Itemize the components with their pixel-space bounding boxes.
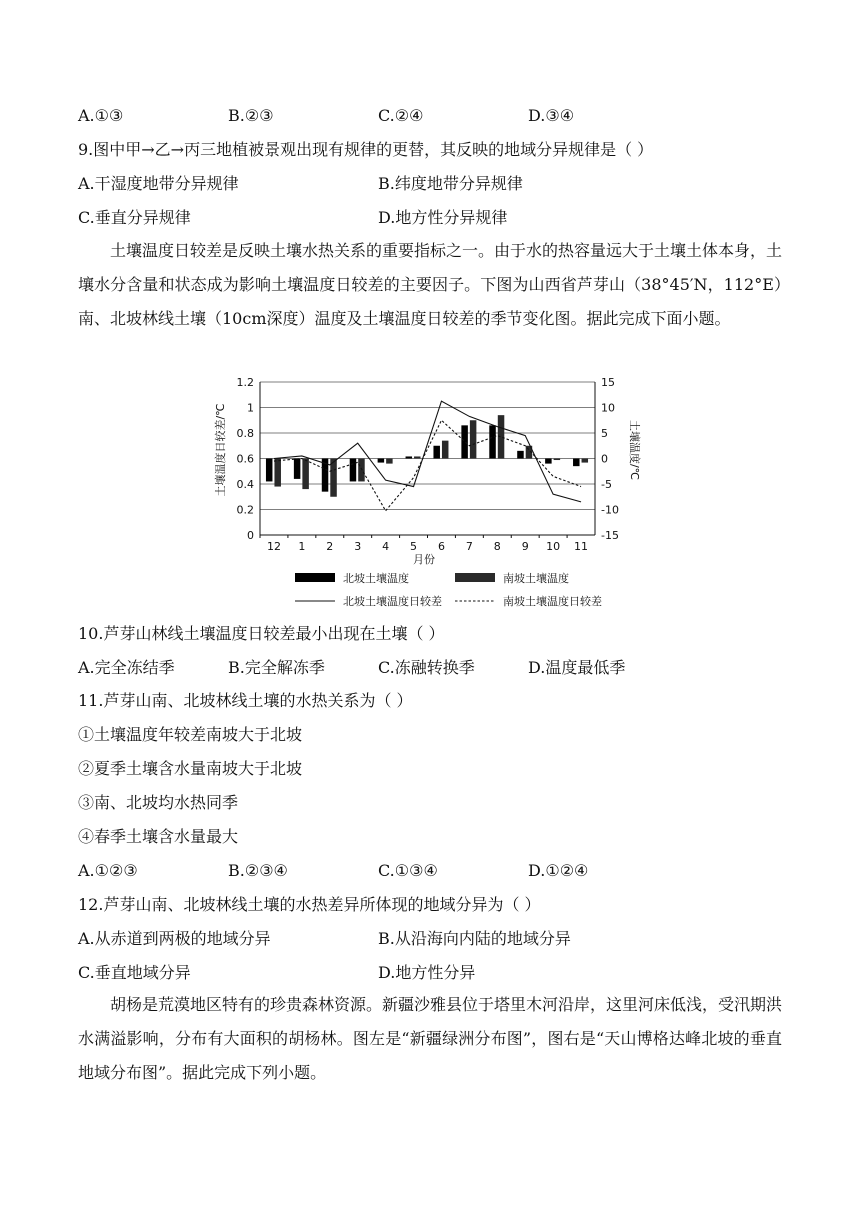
legend-label: 北坡土壤温度日较差 bbox=[343, 595, 442, 608]
north-slope-range-line bbox=[274, 401, 581, 502]
q10-option-b: B.完全解冻季 bbox=[228, 658, 325, 677]
q8-options bbox=[0, 106, 860, 126]
x-tick-label: 10 bbox=[546, 540, 561, 553]
south-slope-temp-bar bbox=[470, 420, 477, 458]
north-slope-temp-bar bbox=[545, 459, 552, 464]
y-left-tick-label: 0.4 bbox=[236, 478, 254, 491]
q9-option-b: B.纬度地带分异规律 bbox=[378, 174, 523, 193]
q8-option-d: D.③④ bbox=[528, 106, 575, 125]
south-slope-temp-bar bbox=[302, 459, 309, 490]
y-right-tick-label: -10 bbox=[601, 503, 619, 517]
south-slope-temp-bar bbox=[442, 441, 449, 459]
y-left-tick-label: 0 bbox=[247, 529, 254, 542]
south-slope-range-line bbox=[274, 420, 581, 511]
chart-bars bbox=[266, 415, 588, 497]
y-right-tick-label: 10 bbox=[601, 401, 615, 415]
q11-stem: 11.芦芽山南、北坡林线土壤的水热关系为（ ） bbox=[78, 691, 413, 710]
q12-option-d: D.地方性分异 bbox=[378, 963, 476, 982]
x-tick-label: 3 bbox=[354, 540, 362, 553]
q11-option-a: A.①②③ bbox=[78, 861, 138, 880]
q11-item-1: ①土壤温度年较差南坡大于北坡 bbox=[78, 725, 303, 744]
x-tick-label: 1 bbox=[298, 540, 306, 553]
north-slope-temp-bar bbox=[378, 459, 385, 463]
q11-item-4: ④春季土壤含水量最大 bbox=[78, 827, 239, 846]
north-slope-temp-bar bbox=[266, 459, 272, 482]
x-tick-label: 2 bbox=[326, 540, 334, 553]
x-tick-label: 5 bbox=[410, 540, 418, 553]
q8-option-b: B.②③ bbox=[228, 106, 274, 125]
north-slope-temp-bar bbox=[294, 459, 301, 479]
x-tick-label: 7 bbox=[465, 540, 473, 553]
q12-option-a: A.从赤道到两极的地域分异 bbox=[78, 929, 271, 948]
y-right-tick-label: -5 bbox=[601, 478, 612, 491]
q12-option-b: B.从沿海向内陆的地域分异 bbox=[378, 929, 571, 948]
q11-option-b: B.②③④ bbox=[228, 861, 288, 880]
x-tick-label: 9 bbox=[521, 540, 529, 553]
q10-option-d: D.温度最低季 bbox=[528, 658, 626, 677]
x-tick-label: 11 bbox=[574, 540, 589, 553]
legend-label: 北坡土壤温度 bbox=[343, 572, 409, 585]
y-right-tick-label: -15 bbox=[601, 529, 619, 542]
x-tick-label: 12 bbox=[266, 540, 281, 553]
legend-swatch bbox=[455, 573, 495, 582]
q10-option-a: A.完全冻结季 bbox=[78, 658, 175, 677]
q10-stem: 10.芦芽山林线土壤温度日较差最小出现在土壤（ ） bbox=[78, 624, 445, 643]
north-slope-temp-bar bbox=[489, 425, 496, 458]
y-left-tick-label: 1.2 bbox=[236, 376, 254, 389]
q9-stem: 9.图中甲→乙→丙三地植被景观出现有规律的更替，其反映的地域分异规律是（ ） bbox=[78, 140, 654, 159]
north-slope-temp-bar bbox=[517, 451, 524, 459]
y-left-tick-label: 0.8 bbox=[236, 427, 254, 440]
y-left-tick-label: 1 bbox=[247, 401, 254, 415]
q8-option-c: C.②④ bbox=[378, 106, 424, 125]
q9-option-c: C.垂直分异规律 bbox=[78, 208, 191, 227]
q11-option-d: D.①②④ bbox=[528, 861, 589, 880]
x-tick-label: 4 bbox=[382, 540, 390, 553]
y-left-tick-label: 0.6 bbox=[236, 452, 254, 466]
chart-axes bbox=[260, 382, 595, 538]
x-axis-label: 月份 bbox=[413, 553, 435, 566]
q10-option-c: C.冻融转换季 bbox=[378, 658, 475, 677]
chart-ticks bbox=[237, 376, 619, 553]
north-slope-temp-bar bbox=[433, 446, 440, 459]
south-slope-temp-bar bbox=[498, 415, 505, 458]
q12-stem: 12.芦芽山南、北坡林线土壤的水热差异所体现的地域分异为（ ） bbox=[78, 895, 541, 914]
q11-option-c: C.①③④ bbox=[378, 861, 438, 880]
y-axis-right-label: 土壤温度/℃ bbox=[628, 419, 641, 481]
y-right-tick-label: 15 bbox=[601, 376, 615, 389]
south-slope-temp-bar bbox=[386, 459, 393, 464]
legend-swatch bbox=[295, 573, 335, 582]
north-slope-temp-bar bbox=[461, 425, 468, 458]
passage-soil-temperature: 土壤温度日较差是反映土壤水热关系的重要指标之一。由于水的热容量远大于土壤土体本身，土壤水分含量和状态成为影响土壤温度日较差的主要因子。下图为山西省芦芽山（38°45′N，112°E）南、北坡林线土壤（10cm深度）温度及土壤温度日较差的季节变化图。据此完成下面小题。 bbox=[78, 241, 783, 328]
y-right-tick-label: 0 bbox=[601, 452, 608, 466]
q11-options bbox=[0, 861, 860, 881]
q9-option-d: D.地方性分异规律 bbox=[378, 208, 508, 227]
north-slope-temp-bar bbox=[350, 459, 357, 482]
legend-label: 南坡土壤温度日较差 bbox=[503, 595, 602, 608]
south-slope-temp-bar bbox=[554, 459, 561, 461]
south-slope-temp-bar bbox=[582, 459, 589, 463]
q11-item-3: ③南、北坡均水热同季 bbox=[78, 793, 239, 812]
x-tick-label: 6 bbox=[437, 540, 445, 553]
q9-option-a: A.干湿度地带分异规律 bbox=[78, 174, 239, 193]
south-slope-temp-bar bbox=[414, 456, 421, 458]
north-slope-temp-bar bbox=[406, 456, 413, 458]
q12-option-c: C.垂直地域分异 bbox=[78, 963, 191, 982]
q8-option-a: A.①③ bbox=[78, 106, 124, 125]
y-left-tick-label: 0.2 bbox=[236, 503, 254, 517]
y-axis-left-label: 土壤温度日较差/℃ bbox=[214, 403, 227, 497]
soil-temperature-chart bbox=[205, 370, 645, 615]
x-tick-label: 8 bbox=[493, 540, 501, 553]
passage-populus-euphratica: 胡杨是荒漠地区特有的珍贵森林资源。新疆沙雅县位于塔里木河沿岸，这里河床低浅，受汛期洪水满溢影响，分布有大面积的胡杨林。图左是“新疆绿洲分布图”，图右是“天山博格达峰北坡的垂直地域分布图”。据此完成下列小题。 bbox=[78, 995, 783, 1082]
q10-options bbox=[0, 658, 860, 678]
chart-legend bbox=[295, 571, 602, 608]
south-slope-temp-bar bbox=[274, 459, 281, 487]
chart-lines bbox=[274, 401, 581, 511]
south-slope-temp-bar bbox=[358, 459, 365, 482]
legend-label: 南坡土壤温度 bbox=[503, 572, 569, 585]
q11-item-2: ②夏季土壤含水量南坡大于北坡 bbox=[78, 759, 303, 778]
north-slope-temp-bar bbox=[573, 459, 580, 467]
y-right-tick-label: 5 bbox=[601, 427, 608, 440]
